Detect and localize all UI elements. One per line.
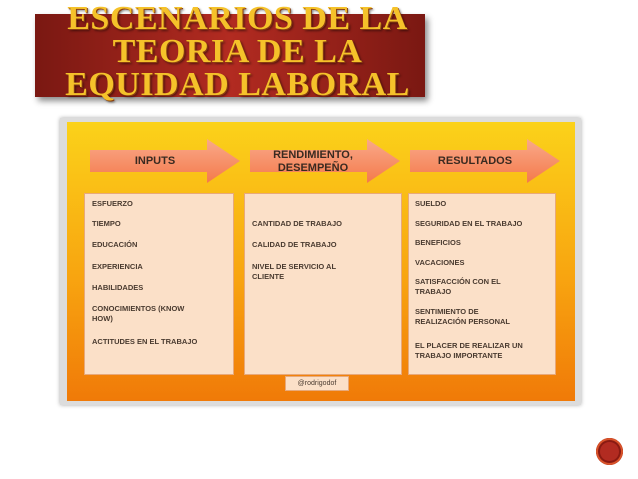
- list-item: TIEMPO: [92, 219, 121, 228]
- list-item: NIVEL DE SERVICIO AL CLIENTE: [252, 262, 337, 281]
- performance-arrow-label: RENDIMIENTO, DESEMPEÑO: [273, 149, 353, 174]
- inputs-arrow-label: INPUTS: [134, 155, 176, 167]
- list-item: ACTITUDES EN EL TRABAJO: [92, 337, 198, 346]
- list-item: HABILIDADES: [92, 283, 144, 292]
- list-item: SUELDO: [415, 199, 447, 208]
- list-item: EDUCACIÓN: [92, 240, 138, 249]
- list-item: SATISFACCIÓN CON EL TRABAJO: [415, 277, 501, 296]
- list-item: CONOCIMIENTOS (KNOW HOW): [92, 304, 185, 323]
- list-item: VACACIONES: [415, 258, 465, 267]
- list-item: EL PLACER DE REALIZAR UN TRABAJO IMPORTANTE: [415, 341, 523, 360]
- results-arrow-label: RESULTADOS: [437, 155, 513, 167]
- credit-tag: @rodrigodof: [285, 376, 349, 391]
- list-item: CALIDAD DE TRABAJO: [252, 240, 337, 249]
- list-item: SEGURIDAD EN EL TRABAJO: [415, 219, 523, 228]
- list-item: CANTIDAD DE TRABAJO: [252, 219, 342, 228]
- list-item: EXPERIENCIA: [92, 262, 143, 271]
- list-item: ESFUERZO: [92, 199, 133, 208]
- list-item: BENEFICIOS: [415, 238, 461, 247]
- slide-badge-icon: [596, 438, 623, 465]
- list-item: SENTIMIENTO DE REALIZACIÓN PERSONAL: [415, 307, 511, 326]
- slide-title: ESCENARIOS DE LA TEORIA DE LA EQUIDAD LABORAL: [65, 0, 410, 103]
